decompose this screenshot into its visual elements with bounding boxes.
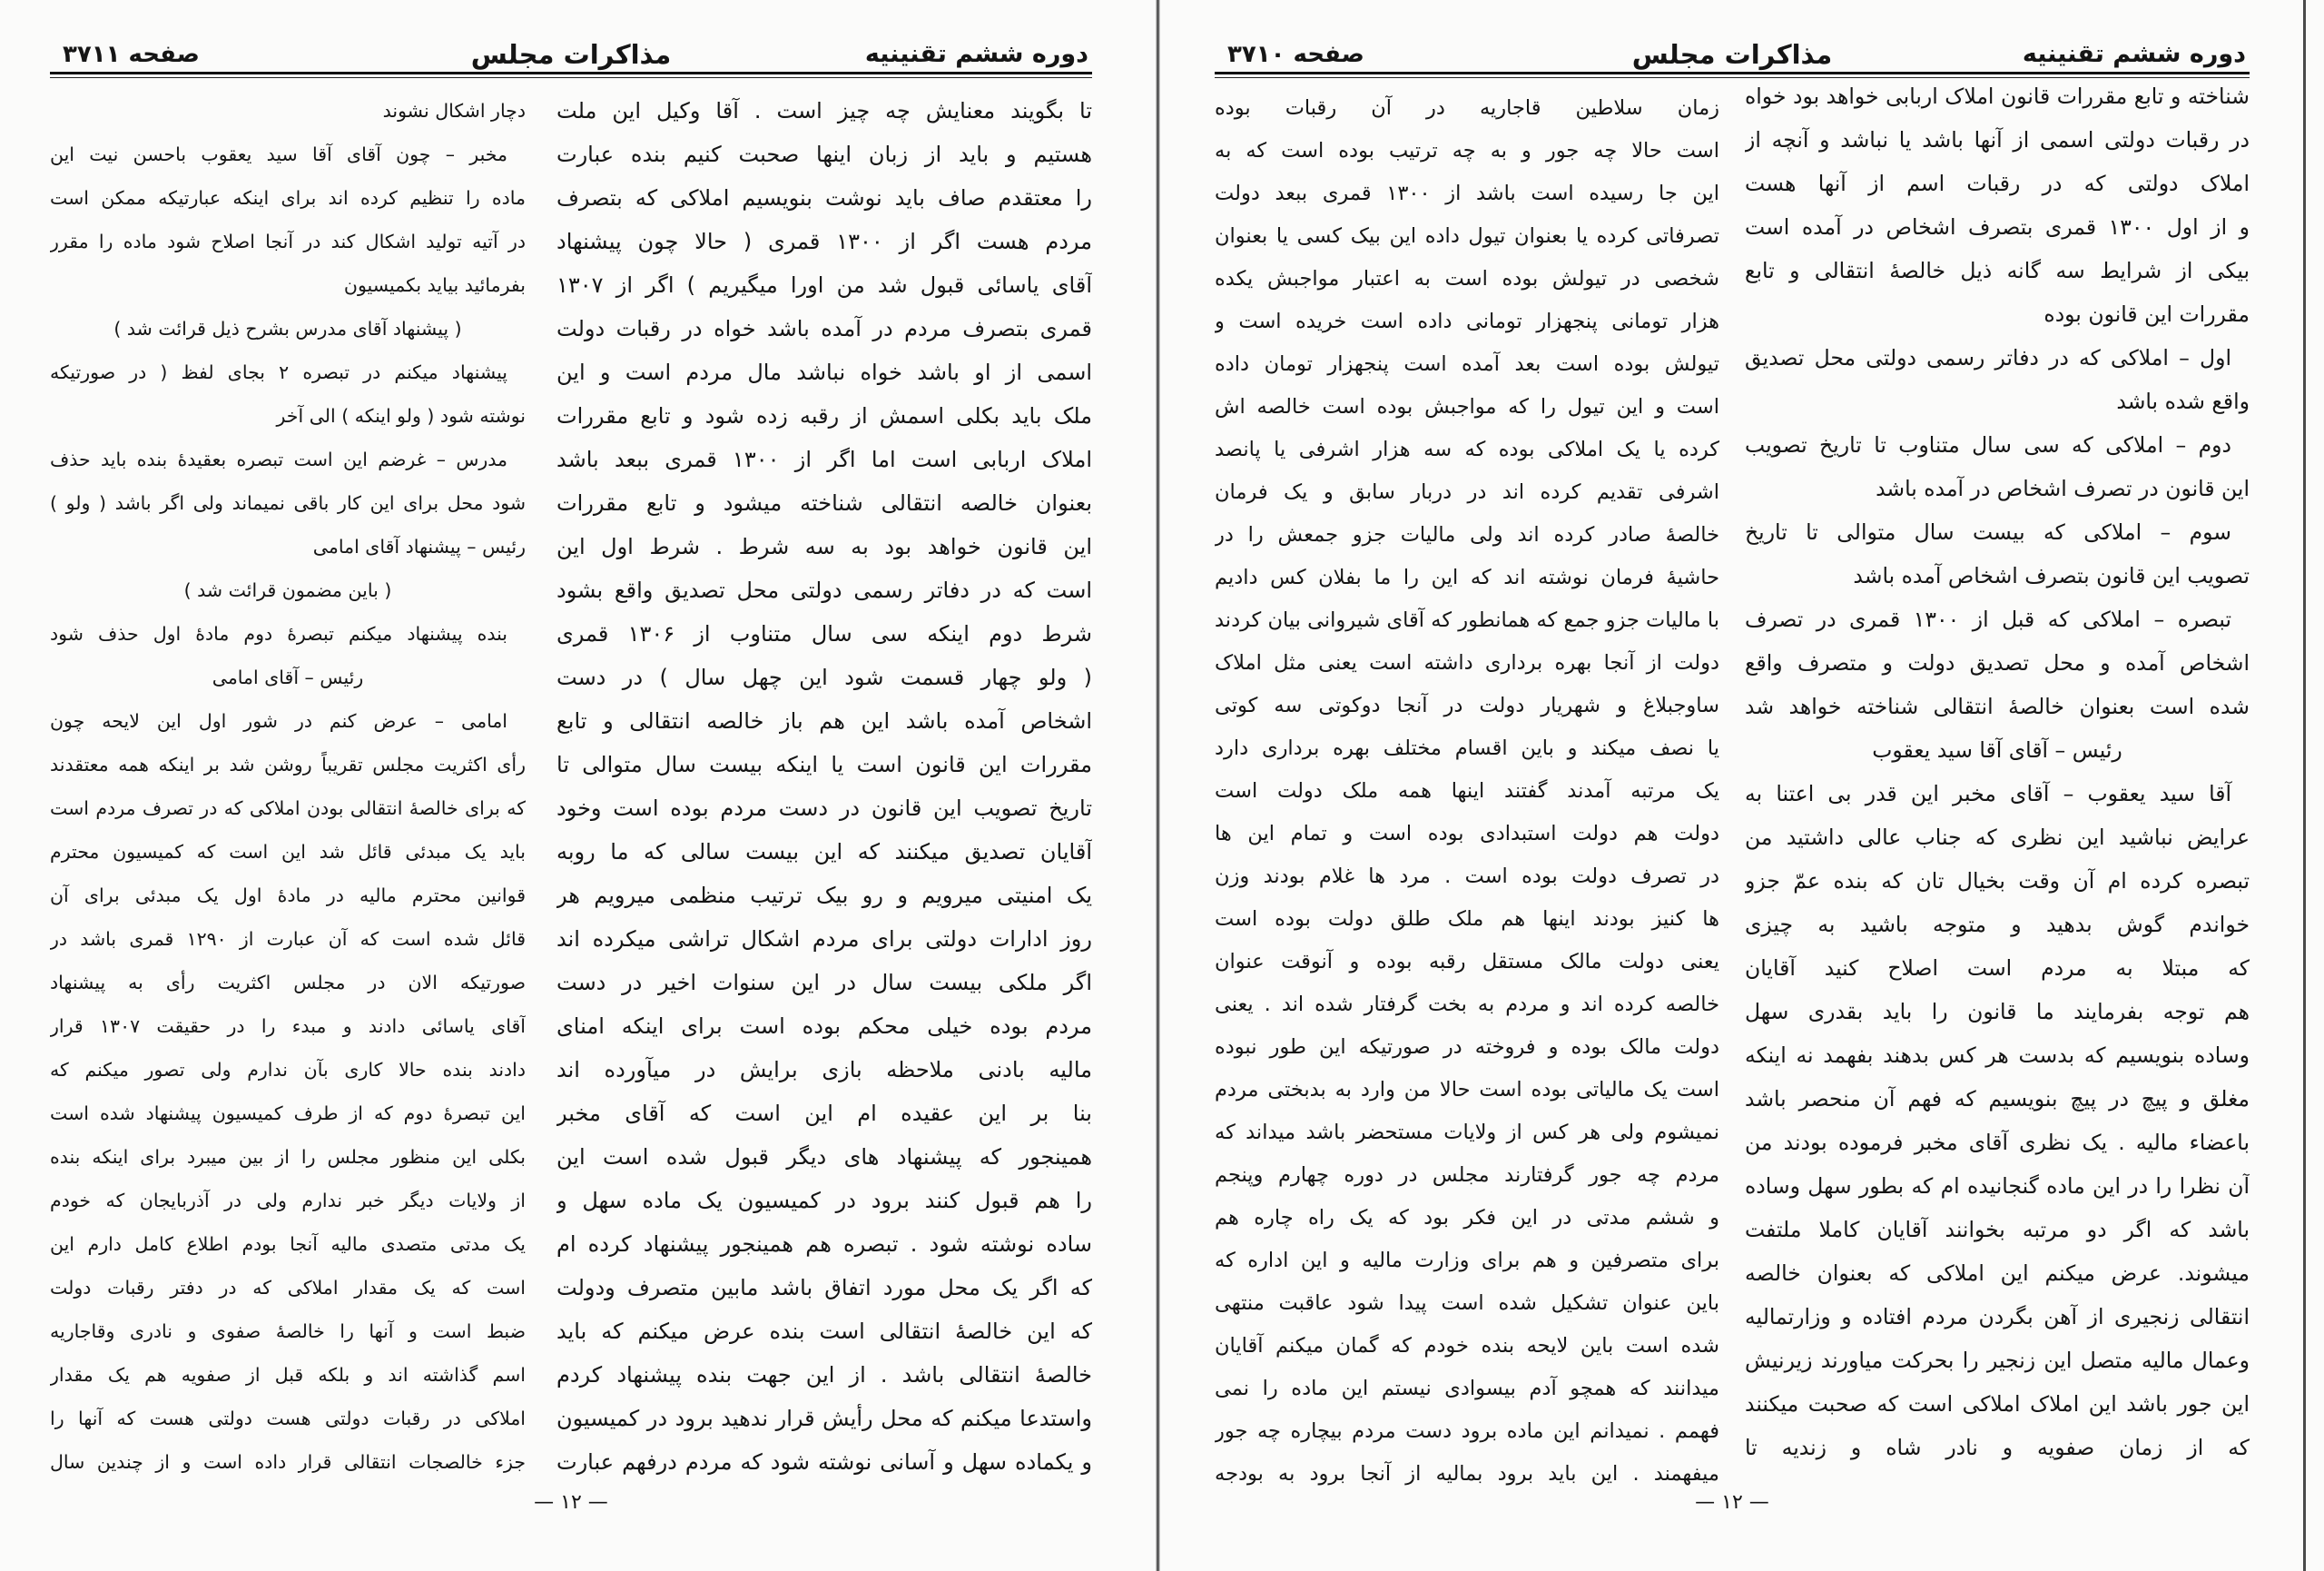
text-line: مدرس – غرضم این است تبصره بعقیدهٔ بنده باید حذف — [50, 449, 507, 470]
text-line: شود محل برای این کار باقی نمیماند ولی اگر باشد ( ولو ) — [50, 492, 526, 514]
text-line: تبصره – املاکی که قبل از ۱۳۰۰ قمری در تصرف — [1745, 607, 2231, 632]
text-line: رئیس – آقای آقا سید یعقوب — [1872, 737, 2122, 763]
text-line: برای متصرفین و هم برای وزارت مالیه و این اداره که — [1215, 1249, 1719, 1272]
text-line: رئیس – آقای امامی — [212, 667, 364, 688]
text-line: دوم – املاکی که سی سال متناوب تا تاریخ تصویب — [1745, 432, 2231, 458]
text-line: ها کنیز بودند اینها هم ملک طلق دولت بوده است — [1215, 907, 1719, 931]
text-line: عرایض نباشید این نظری که جناب عالی داشتید من — [1745, 825, 2250, 850]
journal-title: مذاکرات مجلس — [470, 38, 672, 70]
text-line: تصویب این قانون بتصرف اشخاص آمده باشد — [1853, 563, 2250, 588]
text-line: ساوجبلاغ و شهریار دولت در آنجا دوکوتی سه کوتی — [1215, 694, 1719, 717]
text-line: آقایان تصدیق میکنند که این بیست سالی که ما روبه — [556, 839, 1092, 865]
text-line: قوانین محترم مالیه در مادهٔ اول یک مبدئی برای آن — [50, 884, 526, 906]
text-line: قائل شده است که آن عبارت از ۱۲۹۰ قمری باشد در — [50, 928, 526, 950]
text-line: بنده پیشنهاد میکنم تبصرهٔ دوم مادهٔ اول حذف شود — [50, 623, 507, 645]
text-line: این تبصرهٔ دوم که از طرف کمیسیون پیشنهاد شده است — [50, 1102, 526, 1124]
text-column — [1745, 74, 2250, 1469]
text-line: خالصهٔ صادر کرده اند ولی مالیات جزو جمعش را در — [1215, 523, 1719, 547]
text-line: مردم بوده خیلی محکم بوده است برای اینکه امنای — [556, 1013, 1092, 1039]
text-line: نوشته شود ( ولو اینکه ) الی آخر — [276, 405, 526, 427]
text-line: یک مرتبه آمدند گفتند اینها همه ملک دولت است — [1215, 779, 1719, 803]
text-line: واقع شده باشد — [2116, 389, 2250, 414]
text-line: میدانند که همچو آدم بیسوادی نیستم این ماده را نمی — [1215, 1377, 1719, 1400]
page-header — [50, 36, 1092, 74]
text-line: باعضاء مالیه . یک نظری آقای مخبر فرموده بودند من — [1745, 1130, 2250, 1155]
text-line: است حالا چه جور و به چه ترتیب بوده است که به — [1215, 139, 1719, 163]
text-line: آقای یاسائی دادند و مبدء را در حقیقت ۱۳۰۷ قرار — [50, 1015, 526, 1037]
page-footer: — ۱۲ — — [534, 1491, 608, 1514]
text-line: در تصرف دولت بوده است . مرد ها غلام بودند وزن — [1215, 865, 1719, 888]
text-line: رئیس – پیشنهاد آقای امامی — [312, 536, 526, 558]
text-line: مغلق و پیچ در پیچ بنویسیم که فهم آن منحصر باشد — [1745, 1086, 2250, 1112]
text-line: انتقالی زنجیری از آهن بگردن مردم افتاده و وزارتمالیه — [1745, 1304, 2250, 1329]
text-line: شده است بعنوان خالصهٔ انتقالی شناخته خواهد شد — [1745, 694, 2250, 719]
text-line: باین عنوان تشکیل شده است پیدا شود عاقبت منتهی — [1215, 1291, 1719, 1315]
text-line: شخصی در تیولش بوده است به اعتبار مواجبش یکده — [1215, 267, 1719, 291]
session-label: دوره ششم تقنینیه — [2022, 40, 2246, 68]
text-line: نمیشوم ولی هر کس از ولایات مستحضر باشد میداند که — [1215, 1121, 1719, 1144]
journal-page — [1215, 0, 2250, 1571]
text-line: ( ولو چهار قسمت شود این چهل سال ) در دست — [556, 665, 1092, 690]
text-line: اگر ملکی بیست سال در این سنوات اخیر در دست — [556, 970, 1092, 995]
text-line: اشخاص آمده و محل تصدیق دولت و متصرف واقع — [1745, 650, 2250, 676]
text-line: تبصره کرده ام آن وقت بخیال تان که بنده عمّ جزو — [1745, 868, 2250, 894]
text-line: جزء خالصجات انتقالی قرار داده است و از چندین سال — [50, 1451, 526, 1473]
journal-page — [50, 0, 1092, 1571]
text-line: هستیم و باید از زبان اینها صحبت کنیم بنده عبارت — [556, 142, 1092, 167]
text-line: بکلی این منظور مجلس را از بین میبرد برای اینکه بنده — [50, 1146, 526, 1168]
text-line: خالصهٔ انتقالی باشد . از این جهت بنده پیشنهاد کردم — [556, 1362, 1092, 1388]
page-header — [1215, 36, 2250, 74]
text-line: اشخاص آمده باشد این هم باز خالصه انتقالی و تابع — [556, 708, 1092, 734]
text-line: خواندم گوش بدهید و متوجه باشید به چیزی — [1745, 912, 2250, 937]
text-line: سوم – املاکی که بیست سال متوالی تا تاریخ — [1745, 519, 2231, 545]
text-line: زمان سلاطین قاجاریه در آن رقبات بوده — [1215, 96, 1719, 120]
text-line: است یک مالیاتی بوده است حالا من وارد به بدبختی مردم — [1215, 1078, 1719, 1102]
text-line: کرده یا یک املاکی بوده که سه هزار اشرفی یا پانصد — [1215, 438, 1719, 461]
text-line: این جا رسیده است باشد از ۱۳۰۰ قمری ببعد دولت — [1215, 182, 1719, 205]
text-line: املاکی در رقبات دولتی هست دولتی هست که آنها را — [50, 1408, 526, 1429]
text-line: مردم هست اگر از ۱۳۰۰ قمری ( حالا چون پیشنهاد — [556, 229, 1092, 254]
text-line: باید یک مبدئی قائل شد این است که کمیسیون محترم — [50, 841, 526, 863]
text-line: است که یک مقدار املاکی که در دفتر رقبات دولت — [50, 1277, 526, 1299]
text-line: اول – املاکی که در دفاتر رسمی دولتی محل تصدیق — [1745, 345, 2231, 371]
text-line: آقای یاسائی قبول شد من اورا میگیریم ) اگر از ۱۳۰۷ — [556, 272, 1092, 298]
page-number: صفحه ۳۷۱۰ — [1227, 40, 1364, 68]
text-line: این قانون در تصرف اشخاص در آمده باشد — [1876, 476, 2250, 501]
text-line: میفهمند . این باید برود بمالیه از آنجا برود به بودجه — [1215, 1462, 1719, 1486]
text-line: اشرفی تقدیم کرده اند در دربار سابق و یک فرمان — [1215, 480, 1719, 504]
text-line: که این خالصهٔ انتقالی است بنده عرض میکنم که باید — [556, 1319, 1092, 1344]
text-line: ( پیشنهاد آقای مدرس بشرح ذیل قرائت شد ) — [113, 318, 462, 340]
text-line: یک امنیتی میرویم و رو بیک ترتیب منظمی میرویم هر — [556, 883, 1092, 908]
text-line: امامی – عرض کنم در شور اول این لایحه چون — [50, 710, 507, 732]
text-line: در رقبات دولتی اسمی از آنها باشد یا نباشد و آنچه از — [1745, 127, 2250, 153]
text-line: صورتیکه الان در مجلس اکثریت رأی به پیشنهاد — [50, 972, 526, 993]
text-line: مقررات این قانون است یا اینکه بیست سال متوالی تا — [556, 752, 1092, 777]
text-line: شناخته و تابع مقررات قانون املاک اربابی خواهد بود خواه — [1745, 84, 2250, 109]
text-line: آقا سید یعقوب – آقای مخبر این قدر بی اعتنا به — [1745, 781, 2231, 806]
text-line: دادند بنده حالا کاری بآن ندارم ولی تصور میکنم که — [50, 1059, 526, 1081]
text-line: از ولایات دیگر خبر ندارم ولی در آذربایجان که خودم — [50, 1190, 526, 1211]
text-line: روز ادارات دولتی برای مردم اشکال تراشی میکرده اند — [556, 926, 1092, 952]
session-label: دوره ششم تقنینیه — [864, 40, 1088, 68]
text-line: اسم گذاشته اند و بلکه قبل از صفویه هم یک مقدار — [50, 1364, 526, 1386]
text-line: شرط دوم اینکه سی سال متناوب از ۱۳۰۶ قمری — [556, 621, 1092, 647]
text-column — [1215, 87, 1719, 1496]
text-line: پیشنهاد میکنم در تبصره ۲ بجای لفظ ( در صورتیکه — [50, 361, 508, 383]
text-line: وساده بنویسیم که بدست هر کس بدهند بفهمد نه اینکه — [1745, 1042, 2250, 1068]
text-line: تصرفاتی کرده یا بعنوان تیول داده این بیک کسی یا بعنوان — [1215, 224, 1719, 248]
text-line: همینجور که پیشنهاد های دیگر قبول شده است این — [556, 1144, 1092, 1170]
text-line: این جور باشد این املاک املاکی است که صحبت میکنند — [1745, 1391, 2250, 1417]
page-footer: — ۱۲ — — [1695, 1491, 1769, 1514]
journal-title: مذاکرات مجلس — [1631, 38, 1833, 70]
text-line: واستدعا میکنم که محل رأیش قرار ندهید برود در کمیسیون — [556, 1406, 1092, 1431]
text-line: یعنی دولت مالک مستقل رقبه بوده و آنوقت عنوان — [1215, 950, 1719, 973]
text-line: رأی اکثریت مجلس تقریباً روشن شد بر اینکه همه معتقدند — [50, 754, 526, 776]
text-line: خالصه کرده اند و مردم به بخت گرفتار شده اند . یعنی — [1215, 993, 1719, 1016]
page-edge — [2303, 0, 2306, 1571]
text-line: شده است باین لایحه بنده خودم که گمان میکنم آقایان — [1215, 1334, 1719, 1358]
text-line: را هم قبول کنند برود در کمیسیون یک ماده سهل و — [556, 1188, 1092, 1213]
text-line: حاشیهٔ فرمان نوشته اند که این را ما بفلان کس دادیم — [1215, 566, 1719, 589]
text-line: بنا بر این عقیده ام این است که آقای مخبر — [556, 1101, 1092, 1126]
text-line: است و این تیول را که مواجبش بوده است خالصه اش — [1215, 395, 1719, 419]
text-line: این قانون خواهد بود به سه شرط . شرط اول این — [556, 534, 1092, 559]
text-line: دولت مالک بوده و فروخته در صورتیکه این طور نبوده — [1215, 1035, 1719, 1059]
text-line: باشد که اگر دو مرتبه بخوانند آقایان کاملا ملتفت — [1745, 1217, 2250, 1242]
text-line: دچار اشکال نشوند — [382, 100, 526, 122]
text-line: دولت از آنجا بهره برداری داشته است یعنی مثل املاک — [1215, 651, 1719, 675]
text-line: که مبتلا به مردم است اصلاح کنید آقایان — [1745, 955, 2250, 981]
text-line: بعنوان خالصه انتقالی شناخته میشود و تابع مقررات — [556, 490, 1092, 516]
text-line: است که در دفاتر رسمی دولتی محل تصدیق واقع بشود — [556, 578, 1092, 603]
text-line: مردم چه جور گرفتارند مجلس در دوره چهارم وپنجم — [1215, 1163, 1719, 1187]
text-column — [556, 89, 1092, 1484]
text-line: که برای خالصهٔ انتقالی بودن املاکی که در تصرف مردم است — [50, 797, 526, 819]
text-line: با مالیات جزو جمع که همانطور که آقای شیروانی بیان کردند — [1215, 608, 1719, 632]
text-line: ساده نوشته شود . تبصره هم همینجور پیشنهاد کرده ام — [556, 1231, 1092, 1257]
text-line: تیولش بوده است بعد آمده است پنجهزار تومان داده — [1215, 352, 1719, 376]
text-line: ضبط است و آنها را خالصهٔ صفوی و نادری وقاجاریه — [50, 1320, 526, 1342]
text-line: و ششم مدتی در این فکر بود که یک راه چاره هم — [1215, 1206, 1719, 1230]
text-line: مالیه بادنی ملاحظه بازی برایش در میآورده اند — [556, 1057, 1092, 1082]
text-line: دولت هم دولت استبدادی بوده است و تمام این ها — [1215, 822, 1719, 845]
text-line: ( باین مضمون قرائت شد ) — [183, 579, 392, 601]
text-line: که از زمان صفویه و نادر شاه و زندیه تا — [1745, 1435, 2250, 1460]
text-line: که اگر یک محل مورد اتفاق باشد مابین متصرف ودولت — [556, 1275, 1092, 1300]
text-line: آن نظرا را در این ماده گنجانیده ام که بطور سهل وساده — [1745, 1173, 2250, 1199]
text-line: هزار تومانی پنجهزار تومانی داده است خریده است و — [1215, 310, 1719, 333]
page-spine — [1156, 0, 1160, 1571]
text-line: تاریخ تصویب این قانون در دست مردم بوده است وخود — [556, 795, 1092, 821]
text-line: ماده را تنظیم کرده اند برای اینکه عبارتیکه ممکن است — [50, 187, 526, 209]
page-number: صفحه ۳۷۱۱ — [63, 40, 200, 68]
text-line: در آتیه تولید اشکال کند در آنجا اصلاح شود ماده را مقرر — [50, 231, 526, 252]
text-line: مقررات این قانون بوده — [2043, 301, 2250, 327]
text-line: بفرمائید بیاید بکمیسیون — [343, 274, 526, 296]
text-line: و یکماده سهل و آسانی نوشته شود که مردم درفهم عبارت — [556, 1449, 1092, 1475]
text-line: قمری بتصرف مردم در آمده باشد خواه در رقبات دولت — [556, 316, 1092, 341]
text-line: و از اول ۱۳۰۰ قمری بتصرف اشخاص در آمده است — [1745, 214, 2250, 240]
text-line: بیکی از شرایط سه گانه ذیل خالصهٔ انتقالی و تابع — [1745, 258, 2250, 283]
text-column — [50, 89, 526, 1484]
text-line: را معتقدم صاف باید نوشت بنویسیم املاکی که بتصرف — [556, 185, 1092, 211]
text-line: ملک باید بکلی اسمش از رقبه زده شود و تابع مقررات — [556, 403, 1092, 429]
text-line: مخبر – چون آقای آقا سید یعقوب باحسن نیت این — [50, 143, 507, 165]
text-line: فهمم . نمیدانم این ماده برود دست مردم بیچاره چه جور — [1215, 1419, 1719, 1443]
text-line: تا بگویند معنایش چه چیز است . آقا وکیل این ملت — [556, 98, 1092, 124]
text-line: املاک دولتی که در رقبات اسم از آنها هست — [1745, 171, 2250, 196]
text-line: یا نصف میکند و باین اقسام مختلف بهره برداری دارد — [1215, 736, 1719, 760]
text-line: وعمال مالیه متصل این زنجیر را بحرکت میاورند زیرنیش — [1745, 1348, 2250, 1373]
text-line: هم توجه بفرمایند ما قانون را باید بقدری سهل — [1745, 999, 2250, 1024]
text-line: میشوند. عرض میکنم این املاکی که بعنوان خالصه — [1745, 1260, 2250, 1286]
text-line: املاک اربابی است اما اگر از ۱۳۰۰ قمری ببعد باشد — [556, 447, 1092, 472]
text-line: یک مدتی متصدی مالیه آنجا بودم اطلاع کامل دارم این — [50, 1233, 526, 1255]
text-line: اسمی از او باشد خواه نباشد مال مردم است و این — [556, 360, 1092, 385]
